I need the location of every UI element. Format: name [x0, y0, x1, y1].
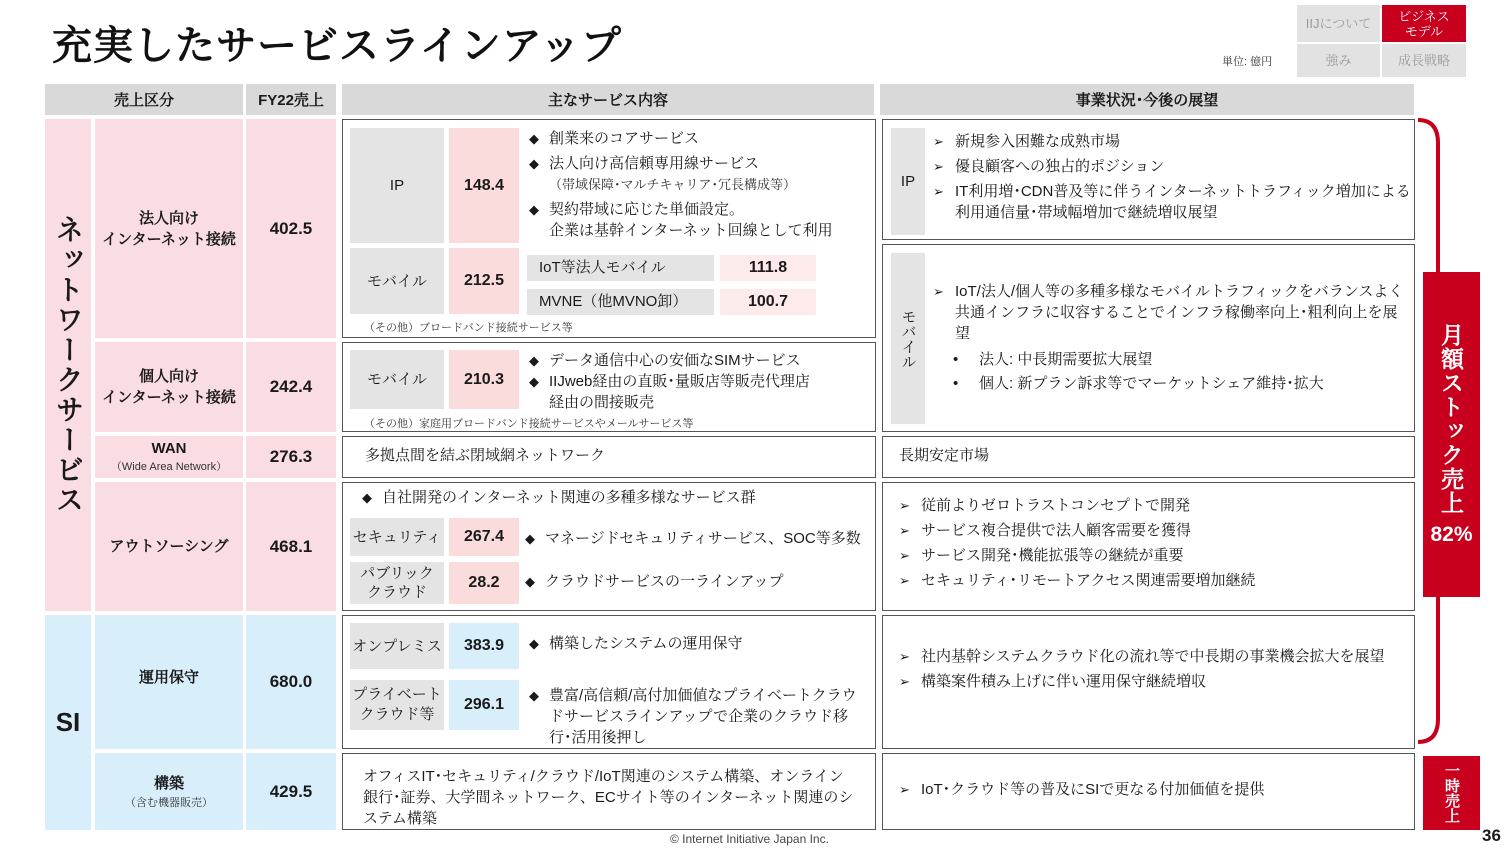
onprem-value: 383.9: [449, 623, 519, 669]
services-wan: 多拠点間を結ぶ閉域網ネットワーク: [342, 436, 876, 478]
personal-bullets: [529, 350, 869, 413]
segment-wan: WAN （Wide Area Network）: [95, 436, 243, 478]
fy22-outsourcing: 468.1: [246, 482, 336, 611]
security-value: 267.4: [449, 518, 519, 556]
list-item: ➢ 構築案件積み上げに伴い運用保守継続増収: [899, 671, 1404, 692]
security-label: セキュリティ: [350, 518, 444, 556]
list-item: ◆ 豊富/高信頼/高付加価値なプライベートクラウドサービスラインアップで企業のクラウド移行･活用後押し: [529, 685, 869, 748]
corporate-note: （その他）ブロードバンド接続サービス等: [364, 322, 573, 334]
segment-outsourcing: アウトソーシング: [95, 482, 243, 611]
list-item: ◆ 法人向け高信頼専用線サービス （帯域保障･マルチキャリア･冗長構成等）: [529, 153, 869, 195]
list-item: ➢ 従前よりゼロトラストコンセプトで開発: [899, 495, 1399, 516]
list-item: ◆ 構築したシステムの運用保守: [529, 633, 869, 654]
group-si: SI: [45, 615, 91, 830]
header-outlook: 事業状況･今後の展望: [880, 84, 1414, 115]
ip-value: 148.4: [449, 128, 519, 243]
personal-note: （その他）家庭用ブロードバンド接続サービスやメールサービス等: [364, 418, 694, 430]
fy22-wan: 276.3: [246, 436, 336, 478]
list-item: ◆ マネージドセキュリティサービス、SOC等多数: [525, 528, 877, 549]
iot-label: IoT等法人モバイル: [527, 255, 714, 281]
list-item: ◆ クラウドサービスの一ラインアップ: [525, 571, 865, 592]
header-segment: 売上区分: [45, 84, 243, 115]
segment-corporate: 法人向け インターネット接続: [95, 119, 243, 338]
unit-label: 単位: 億円: [1222, 56, 1273, 68]
mobile-value: 212.5: [449, 248, 519, 314]
fy22-corporate: 402.5: [246, 119, 336, 338]
page-number: 36: [1482, 826, 1501, 845]
list-item: ➢ 新規参入困難な成熟市場: [933, 131, 1411, 152]
segment-construction: 構築 （含む機器販売）: [95, 753, 243, 830]
nav-iij[interactable]: IIJについて: [1297, 5, 1380, 42]
outlook-maintenance-list: [899, 646, 1404, 696]
outlook-construction-list: [899, 779, 1399, 804]
corporate-bullets: [529, 128, 869, 245]
personal-mobile-value: 210.3: [449, 350, 519, 409]
outlook-ip-label: IP: [891, 128, 925, 235]
list-item: ◆ 自社開発のインターネット関連の多種多様なサービス群: [362, 487, 862, 508]
private-cloud-value: 296.1: [449, 680, 519, 730]
list-item: ◆ 創業来のコアサービス: [529, 128, 869, 149]
private-cloud-label: プライベート クラウド等: [350, 680, 444, 730]
outlook-outsourcing-list: [899, 495, 1399, 595]
mvne-value: 100.7: [720, 289, 816, 315]
list-item: ➢ 社内基幹システムクラウド化の流れ等で中長期の事業機会拡大を展望: [899, 646, 1404, 667]
page-title: 充実したサービスラインアップ: [52, 24, 622, 68]
outlook-wan: 長期安定市場: [882, 436, 1415, 478]
list-item: ➢ セキュリティ･リモートアクセス関連需要増加継続: [899, 570, 1399, 591]
fy22-construction: 429.5: [246, 753, 336, 830]
mobile-label: モバイル: [350, 248, 444, 314]
nav-growth[interactable]: 成長戦略: [1382, 44, 1466, 77]
public-cloud-bullet: [525, 571, 865, 596]
onprem-label: オンプレミス: [350, 623, 444, 669]
outlook-mobile-list: [933, 281, 1411, 396]
list-item: ➢ サービス開発･機能拡張等の継続が重要: [899, 545, 1399, 566]
header-services: 主なサービス内容: [342, 84, 874, 115]
segment-personal: 個人向け インターネット接続: [95, 342, 243, 432]
fy22-personal: 242.4: [246, 342, 336, 432]
list-item: ➢ IoT･クラウド等の普及にSIで更なる付加価値を提供: [899, 779, 1399, 800]
stock-sales-box: 月額ストック売上 82%: [1423, 272, 1480, 597]
outlook-mobile-label: モバイル: [891, 253, 925, 424]
public-cloud-value: 28.2: [449, 562, 519, 604]
services-construction: オフィスIT･セキュリティ/クラウド/IoT関連のシステム構築、オンライン銀行･証券、大学間ネットワーク、ECサイト等のインターネット関連のシステム構築: [342, 753, 876, 830]
header-fy22: FY22売上: [246, 84, 336, 115]
onprem-bullet: [529, 633, 869, 658]
list-item: ➢ 優良顧客への独占的ポジション: [933, 156, 1411, 177]
list-item: ➢ サービス複合提供で法人顧客需要を獲得: [899, 520, 1399, 541]
personal-mobile-label: モバイル: [350, 350, 444, 409]
list-item: ➢ IT利用増･CDN普及等に伴うインターネットトラフィック増加による利用通信量･帯域幅増加で継続増収展望: [933, 181, 1411, 223]
nav-strength[interactable]: 強み: [1297, 44, 1380, 77]
security-bullet: [525, 528, 877, 553]
nav-business-model[interactable]: ビジネス モデル: [1382, 5, 1466, 42]
list-item: • 個人: 新プラン訴求等でマーケットシェア維持･拡大: [953, 372, 1411, 396]
outlook-ip-list: [933, 131, 1411, 227]
group-network: ネットワークサービス: [45, 119, 91, 611]
list-item: ◆ IIJweb経由の直販･量販店等販売代理店 経由の間接販売: [529, 371, 869, 413]
list-item: ➢ IoT/法人/個人等の多種多様なモバイルトラフィックをバランスよく共通インフラに収容することでインフラ稼働率向上･粗利向上を展望: [933, 281, 1411, 344]
private-cloud-bullet: [529, 685, 869, 752]
list-item: ◆ 契約帯域に応じた単価設定。 企業は基幹インターネット回線として利用: [529, 199, 869, 241]
list-item: • 法人: 中長期需要拡大展望: [953, 348, 1411, 372]
mvne-label: MVNE（他MVNO卸）: [527, 289, 714, 315]
iot-value: 111.8: [720, 255, 816, 281]
public-cloud-label: パブリック クラウド: [350, 562, 444, 604]
copyright: © Internet Initiative Japan Inc.: [670, 832, 829, 846]
segment-maintenance: 運用保守: [95, 615, 243, 749]
fy22-maintenance: 680.0: [246, 615, 336, 749]
list-item: ◆ データ通信中心の安価なSIMサービス: [529, 350, 869, 371]
onetime-sales-box: 一時売上: [1423, 756, 1480, 830]
ip-label: IP: [350, 128, 444, 243]
